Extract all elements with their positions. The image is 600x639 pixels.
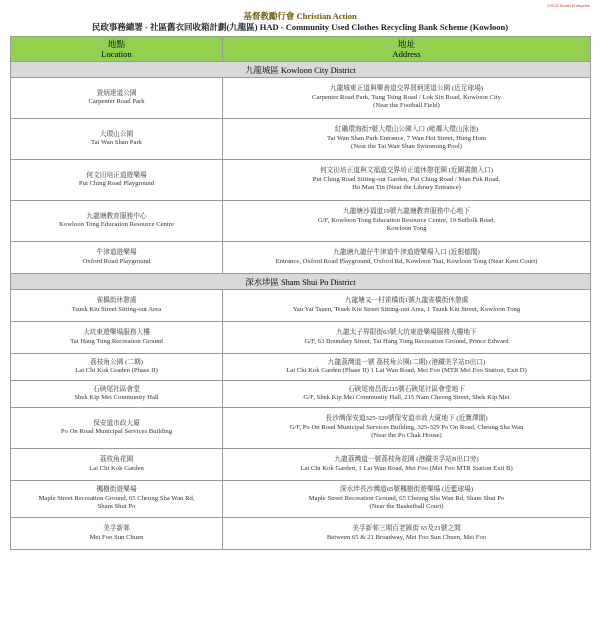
address-line: (Near the Tai Wan Shan Swimming Pool) [351, 143, 462, 151]
address-line: 美孚新邨三期百老匯街 65及21號之間 [352, 525, 461, 533]
address-line: 九龍城東正道與樂善道交界賈炳達道公園 (近足球場) [329, 85, 484, 93]
location-cell [11, 381, 223, 408]
address-header-en: Address [392, 49, 421, 59]
address-line: 九龍太子界限街63號大坑東遊樂場服務大樓地下 [336, 329, 477, 337]
table-row [11, 201, 591, 242]
address-cell [223, 449, 591, 481]
address-cell [223, 354, 591, 381]
location-en: Tai Hang Tung Recreation Ground [70, 337, 163, 345]
address-line: 長沙灣保安道325-329號保安道市政大廈地下 (近寶澤閣) [325, 415, 488, 423]
address-line: 九龍荔灣道一號 荔枝角公園(二期) (港鐵美孚站D出口) [327, 358, 486, 366]
address-header-zh: 地址 [397, 39, 416, 49]
location-en: Maple Street Recreation Ground, 65 Cheung Sha Wan Rd, [38, 494, 195, 502]
address-line: Carpenter Road Park, Tung Tsing Road / Lok Sin Road, Kowloon City [311, 93, 502, 101]
location-cell [11, 408, 223, 449]
address-line: 何文田培正道與文福道交界培正道休憩花園 (近圖書館入口) [319, 167, 494, 175]
location-en: Pui Ching Road Playground [78, 180, 155, 187]
location-zh: 賈炳達道公園 [96, 89, 137, 97]
address-line: 石硤尾南昌街215號石硤尾社區會堂地下 [347, 385, 466, 393]
location-zh: 美孚新邨 [103, 525, 130, 533]
address-line: Yau Yat Tsuen, Tsuek Kiu Street Sitting-out Area, 1 Tsuek Kiu Street, Kowloon Tong [292, 305, 521, 313]
location-zh: 大環山公園 [99, 130, 134, 138]
address-line: G/F, Po On Road Municipal Services Building, 325-329 Po On Road, Cheung Sha Wan [289, 423, 524, 431]
table-row [11, 481, 591, 518]
table-row [11, 78, 591, 119]
address-cell [223, 408, 591, 449]
address-line: Between 65 & 21 Broadway, Mei Foo Sun Chuen, Mei Foo [326, 533, 487, 541]
document-title [0, 11, 600, 33]
table-row [11, 160, 591, 201]
table-row [11, 408, 591, 449]
location-zh: 荔枝角公園 (二期) [90, 358, 143, 366]
location-cell [11, 160, 223, 201]
location-zh: 九龍塘教育服務中心 [86, 212, 147, 220]
address-cell [223, 481, 591, 518]
address-line: 紅磡環海街7號大環山公園入口 (毗鄰大環山泳池) [334, 126, 479, 134]
location-en: Mei Foo Sun Chuen [89, 533, 144, 541]
address-cell [223, 119, 591, 160]
table-row [11, 242, 591, 274]
location-zh: 荔枝角花園 [99, 456, 134, 464]
table-row [11, 449, 591, 481]
address-line: Lai Chi Kok Garden (Phase II) 1 Lai Wan Road, Mei Foo (MTR Mei Foo Station, Exit D) [286, 367, 527, 374]
address-line: 深水埗長沙灣道65號楓樹街遊樂場 (近籃球場) [339, 486, 474, 494]
address-line: Kowloon Tong [386, 225, 427, 233]
location-zh: 雀橋街休憩處 [96, 297, 137, 305]
location-en: Kowloon Tong Education Resource Centre [59, 221, 174, 228]
address-cell [223, 78, 591, 119]
title-line-2: 民政事務總署 - 社區舊衣回收箱計劃(九龍區) HAD - Community Used Clothes Recycling Bank Scheme (Kowloon) [91, 22, 509, 32]
address-line: G/F, Shek Kip Mei Community Hall, 215 Nam Cheong Street, Shek Kip Mei [303, 394, 510, 401]
location-en: Shek Kip Mei Community Hall [74, 394, 159, 401]
title-line-1: 基督教勵行會 Christian Action [243, 11, 357, 21]
table-row [11, 354, 591, 381]
address-cell [223, 242, 591, 274]
recycling-bank-table [10, 36, 591, 550]
location-cell [11, 354, 223, 381]
location-cell [11, 119, 223, 160]
location-en: Po On Road Municipal Services Building [60, 428, 173, 435]
location-zh: 大坑東遊樂場服務大樓 [83, 329, 150, 337]
district-row-sham-shui-po [11, 274, 591, 290]
location-zh: 何文田培正道遊樂場 [86, 171, 147, 179]
address-cell [223, 322, 591, 354]
address-line: 九龍塘九龍仔牛津道牛津道遊樂場入口 (近根德閣) [333, 249, 480, 257]
table-row [11, 290, 591, 322]
address-header [223, 37, 591, 62]
location-zh: 牛津道遊樂場 [96, 249, 137, 257]
location-en: Lai Chi Kok Graden (Phase II) [75, 367, 158, 374]
location-cell [11, 78, 223, 119]
address-line: Pui Ching Road Sitting-out Garden, Pui Ching Road / Man Fuk Road, [312, 175, 501, 183]
address-line: Entrance, Oxford Road Playground, Oxford Rd, Kowloon Tsai, Kowloon Tong (Near Kent Court) [275, 257, 538, 265]
address-line: G/F, 63 Boundary Street, Tai Hang Tung Recreation Ground, Prince Edward [304, 337, 509, 345]
table-row [11, 322, 591, 354]
address-cell [223, 290, 591, 322]
address-line: (Near the Po Chak House) [371, 432, 442, 440]
address-line: Ho Man Tin (Near the Library Entrance) [352, 184, 461, 192]
location-cell [11, 449, 223, 481]
district-name: 深水埗區 Sham Shui Po District [11, 274, 591, 290]
location-zh: 石硤尾社區會堂 [93, 385, 140, 393]
location-header-en: Location [101, 49, 132, 59]
corner-tag: CSCD Social Enterprise [547, 3, 590, 8]
address-line: (Near the Basketball Court) [369, 503, 444, 511]
address-line: G/F, Kowloon Tong Education Resource Centre, 19 Suffolk Road, [317, 216, 496, 224]
table-header-row [11, 37, 591, 62]
location-cell [11, 322, 223, 354]
location-header-zh: 地點 [107, 39, 126, 49]
location-zh: 保安道市政大廈 [93, 419, 140, 427]
location-cell [11, 481, 223, 518]
district-name: 九龍城區 Kowloon City District [11, 62, 591, 78]
address-cell [223, 160, 591, 201]
location-zh: 楓樹街遊樂場 [96, 486, 137, 494]
address-line: 九龍荔灣道一號荔枝角花園 (港鐵美孚站B出口旁) [334, 456, 479, 464]
location-en: Carpenter Road Park [88, 98, 145, 105]
district-row-kowloon-city [11, 62, 591, 78]
location-cell [11, 518, 223, 550]
address-cell [223, 381, 591, 408]
location-en: Tsuek Kiu Street Sitting-out Area [71, 305, 162, 313]
table-row [11, 518, 591, 550]
location-cell [11, 290, 223, 322]
location-cell [11, 242, 223, 274]
location-en: Tai Wan Shan Park [90, 139, 143, 146]
address-line: 九龍塘沙福道19號九龍塘教育服務中心地下 [342, 208, 471, 216]
address-line: (Near the Football Field) [373, 102, 440, 110]
address-line: Lai Chi Kok Garden, 1 Lai Wan Road, Mei Foo (Mei Foo MTR Station Exit B) [300, 464, 513, 472]
location-en: Oxford Road Playground [82, 257, 151, 265]
location-en: Lai Chi Kok Garden [89, 464, 144, 472]
address-line: 九龍塘又一村雀橋街1號九龍雀橋街休憩處 [344, 297, 469, 305]
location-header [11, 37, 223, 62]
address-cell [223, 201, 591, 242]
address-cell [223, 518, 591, 550]
location-en: Sham Shui Po [97, 503, 136, 511]
address-line: Tai Wan Shan Park Entrance, 7 Wan Hoi Street, Hung Hom [326, 134, 487, 142]
location-cell [11, 201, 223, 242]
table-row [11, 381, 591, 408]
table-row [11, 119, 591, 160]
address-line: Maple Street Recreation Ground, 65 Cheung Sha Wan Rd, Sham Shui Po [308, 494, 505, 502]
